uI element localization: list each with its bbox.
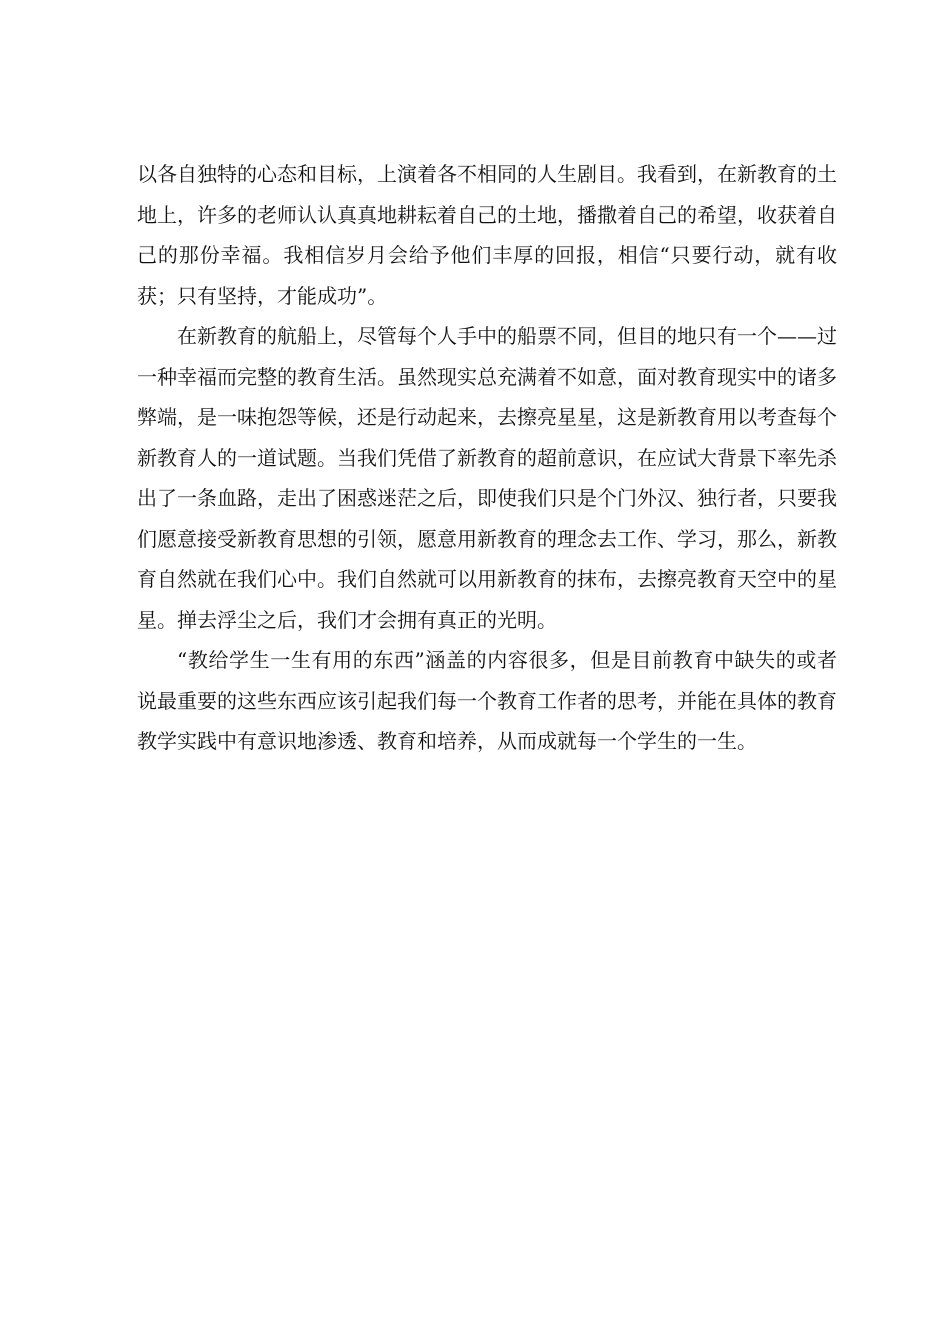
document-body: [137, 154, 837, 762]
paragraph-1: 以各自独特的心态和目标，上演着各不相同的人生剧目。我看到，在新教育的土地上，许多的老师认认真真地耕耘着自己的土地，播撒着自己的希望，收获着自己的那份幸福。我相信岁月会给予他们丰厚的回报，相信“只要行动，就有收获；只有坚持，才能成功”。: [137, 162, 837, 308]
paragraph-2: 在新教育的航船上，尽管每个人手中的船票不同，但目的地只有一个——过一种幸福而完整的教育生活。虽然现实总充满着不如意，面对教育现实中的诸多弊端，是一味抱怨等候，还是行动起来，去擦亮星星，这是新教育用以考查每个新教育人的一道试题。当我们凭借了新教育的超前意识，在应试大背景下率先杀出了一条血路，走出了困惑迷茫之后，即使我们只是个门外汉、独行者，只要我们愿意接受新教育思想的引领，愿意用新教育的理念去工作、学习，那么，新教育自然就在我们心中。我们自然就可以用新教育的抹布，去擦亮教育天空中的星星。掸去浮尘之后，我们才会拥有真正的光明。: [137, 324, 837, 632]
paragraph-3: “教给学生一生有用的东西”涵盖的内容很多，但是目前教育中缺失的或者说最重要的这些东西应该引起我们每一个教育工作者的思考，并能在具体的教育教学实践中有意识地渗透、教育和培养，从而成就每一个学生的一生。: [137, 648, 837, 753]
